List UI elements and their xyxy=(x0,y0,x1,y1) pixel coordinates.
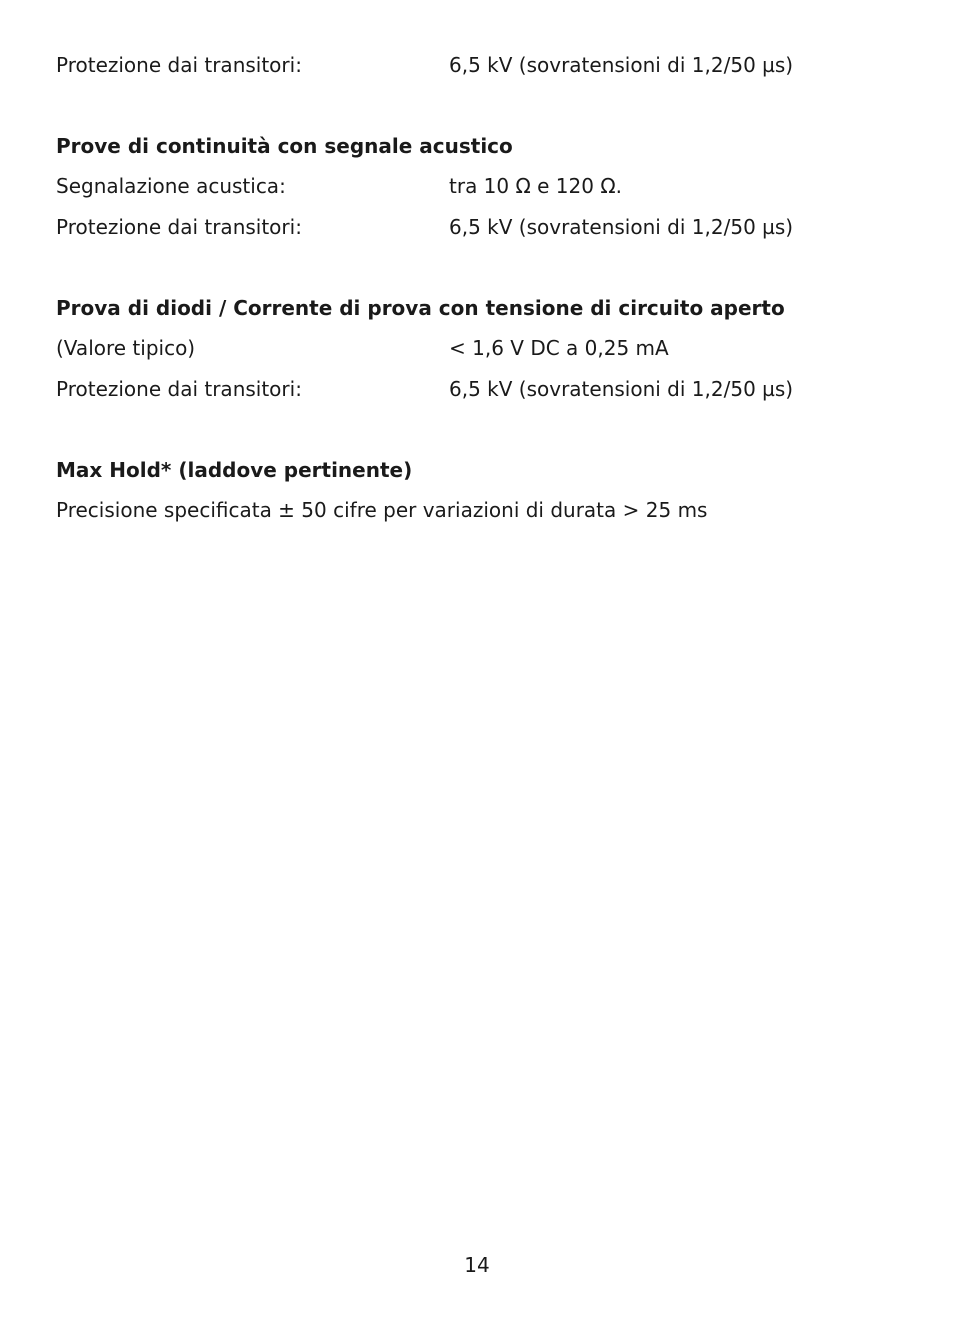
max-hold-description: Precisione specificata ± 50 cifre per variazioni di durata > 25 ms xyxy=(56,498,708,522)
spec-label: (Valore tipico) xyxy=(56,336,196,360)
spec-value: 6,5 kV (sovratensioni di 1,2/50 µs) xyxy=(449,53,794,77)
spec-value: 6,5 kV (sovratensioni di 1,2/50 µs) xyxy=(449,377,794,401)
page-number: 14 xyxy=(464,1253,490,1277)
spec-label: Protezione dai transitori: xyxy=(56,53,302,77)
spec-label: Protezione dai transitori: xyxy=(56,215,302,239)
spec-label: Segnalazione acustica: xyxy=(56,174,286,198)
section-heading-diode-test: Prova di diodi / Corrente di prova con tensione di circuito aperto xyxy=(56,296,785,320)
spec-value: < 1,6 V DC a 0,25 mA xyxy=(449,336,669,360)
section-heading-max-hold: Max Hold* (laddove pertinente) xyxy=(56,458,413,482)
section-heading-continuity: Prove di continuità con segnale acustico xyxy=(56,134,513,158)
spec-value: tra 10 Ω e 120 Ω. xyxy=(449,174,622,198)
spec-label: Protezione dai transitori: xyxy=(56,377,302,401)
spec-value: 6,5 kV (sovratensioni di 1,2/50 µs) xyxy=(449,215,794,239)
